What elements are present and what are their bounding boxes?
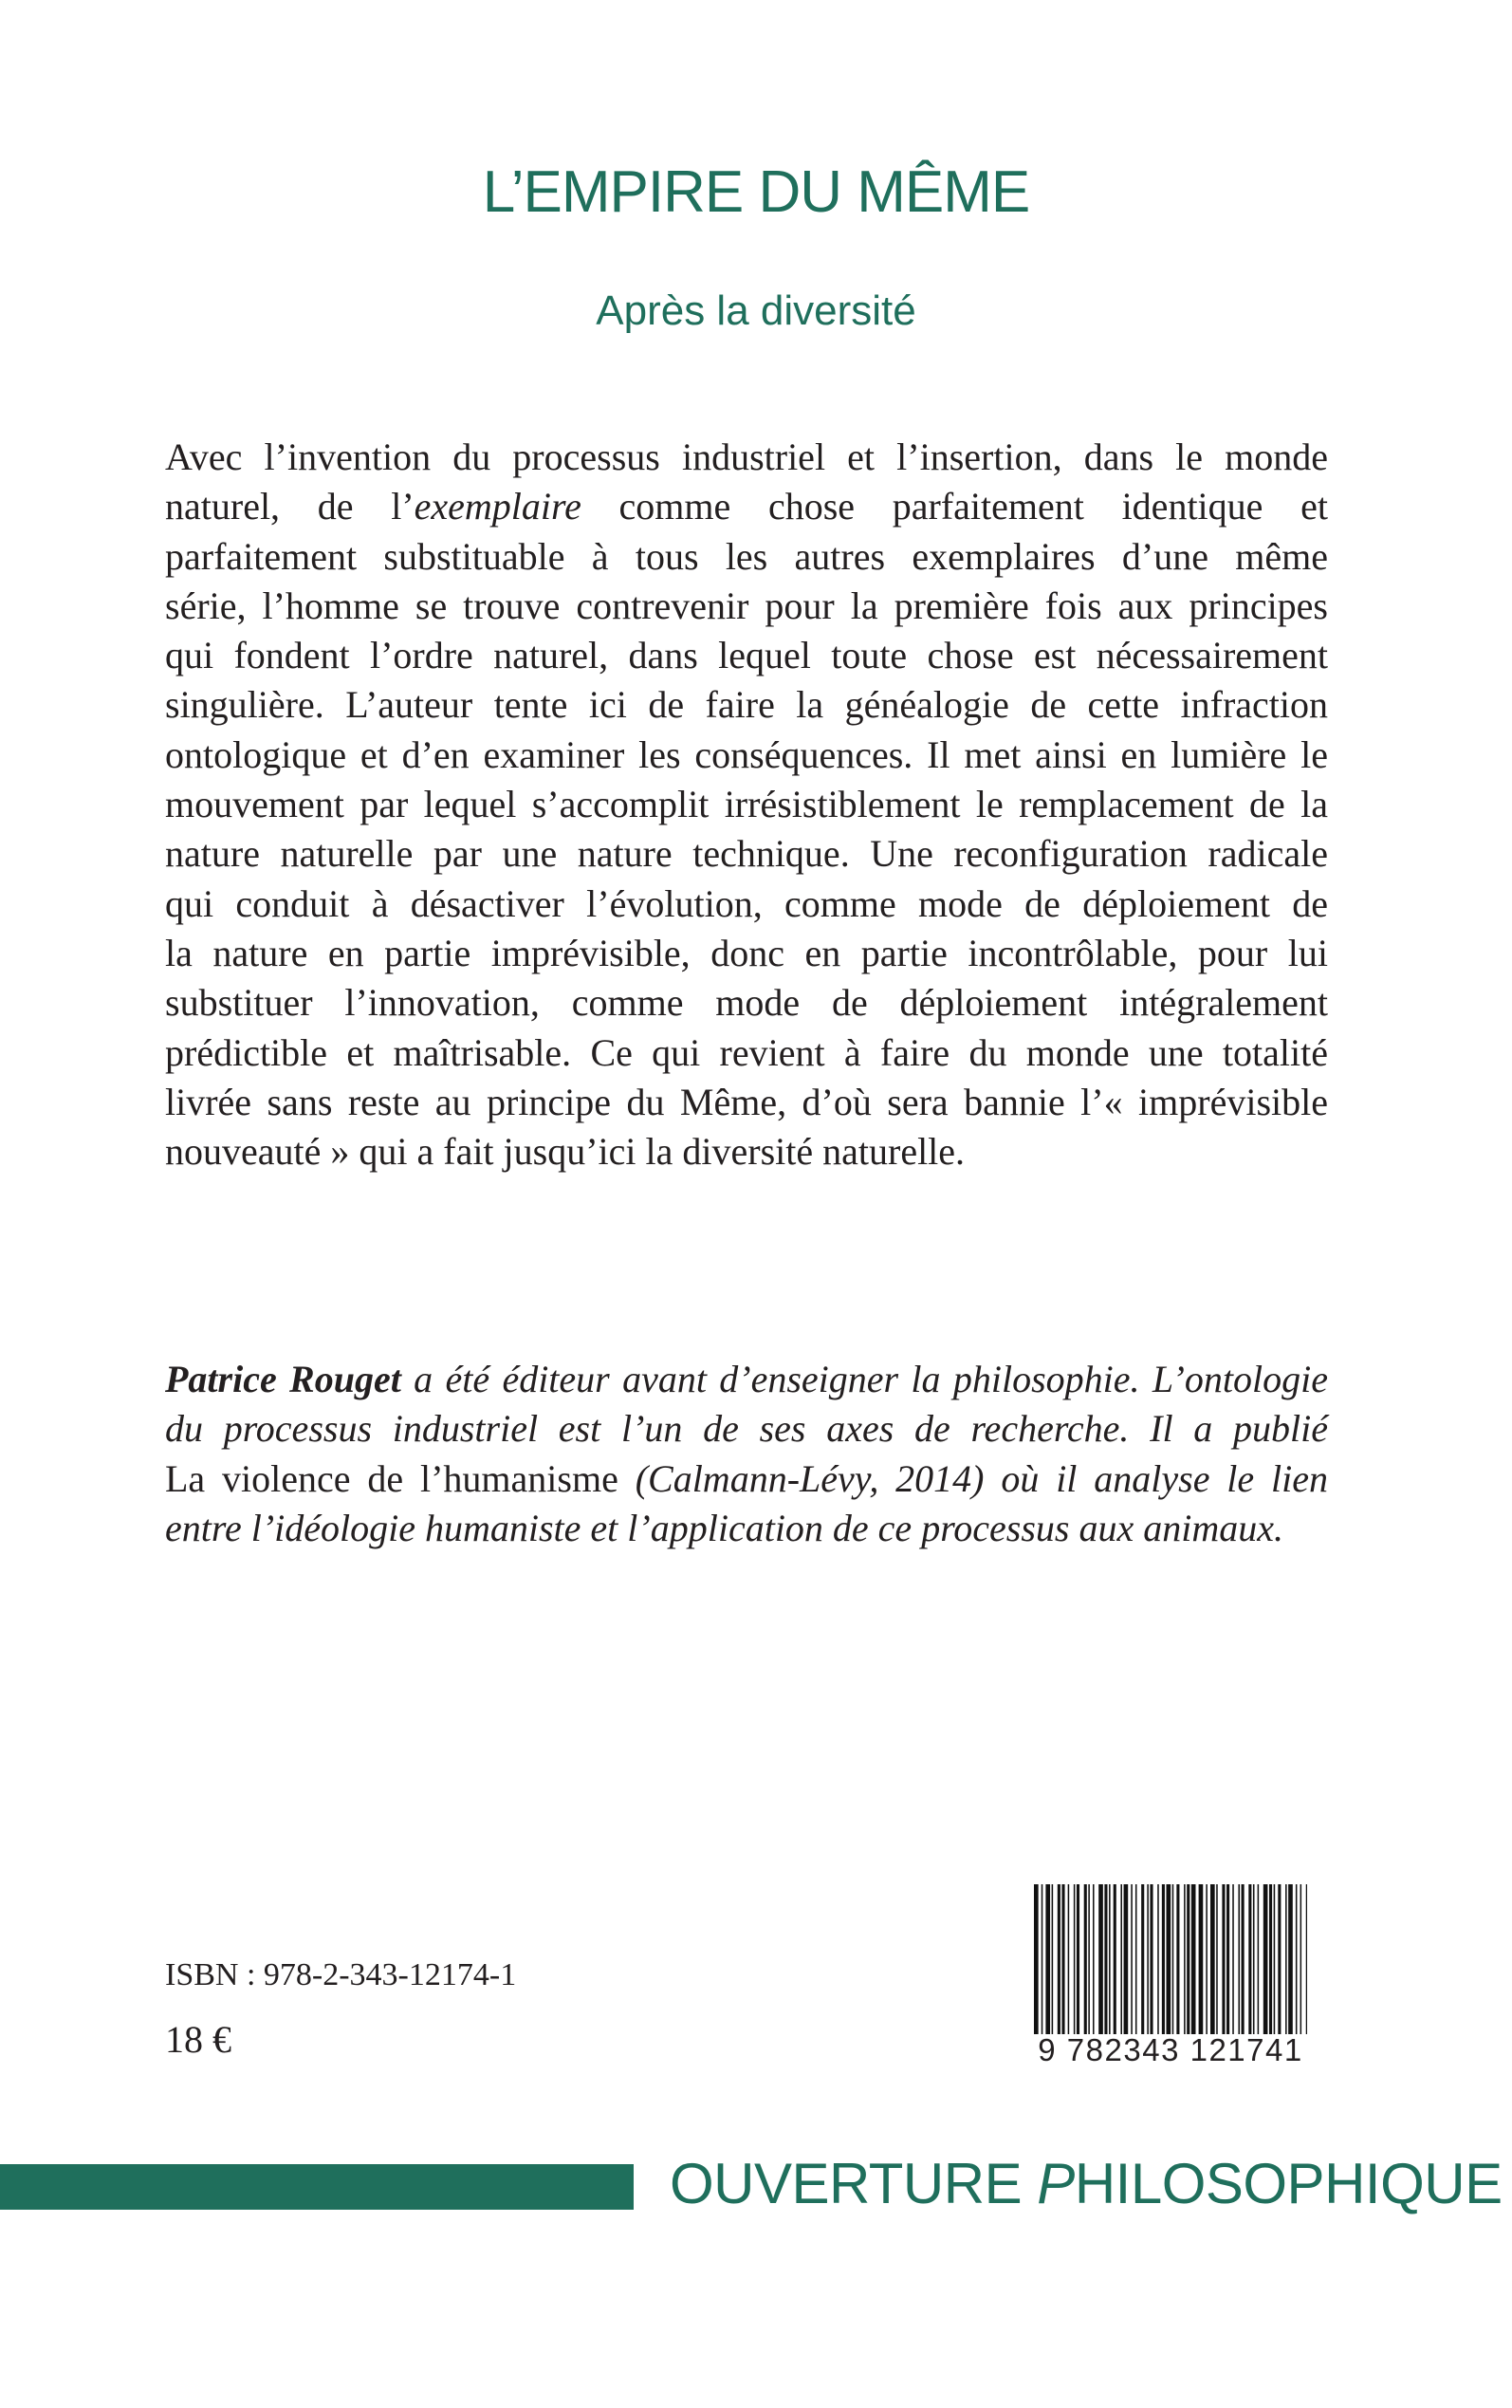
blurb-line: singulière. L’auteur tente ici de faire la généalogie de cette infraction (165, 683, 1328, 727)
barcode-bar (1248, 1884, 1251, 2036)
book-title: L’EMPIRE DU MÊME (482, 159, 1030, 225)
blurb-line-part: naturel, de l’ (165, 485, 415, 528)
barcode-bar (1088, 1884, 1090, 2036)
barcode-bar (1269, 1884, 1272, 2036)
barcode-bar (1058, 1884, 1060, 2036)
barcode-bar (1226, 1884, 1229, 2036)
blurb-line: mouvement par lequel s’accomplit irrésistiblement le remplacement de la (165, 783, 1328, 826)
collection-band (0, 2164, 634, 2210)
barcode-bar (1061, 1884, 1064, 2036)
book-subtitle: Après la diversité (596, 287, 916, 334)
collection-name-part: OUVERTURE (670, 2152, 1038, 2215)
published-book-title: La violence de l’humanisme (165, 1456, 618, 1500)
barcode-bar (1084, 1884, 1087, 2036)
barcode-bar (1074, 1884, 1076, 2036)
barcode-bar (1114, 1884, 1116, 2036)
barcode-bar (1199, 1884, 1204, 2036)
blurb-line: nature naturelle par une nature technique. Une reconfiguration radicale (165, 832, 1328, 876)
barcode (1030, 1884, 1311, 2074)
barcode-bar (1176, 1884, 1179, 2036)
barcode-bar (1306, 1884, 1307, 2036)
bio-line: du processus industriel est l’un de ses axes de recherche. Il a publié (165, 1407, 1328, 1451)
blurb-line: Avec l’invention du processus industriel et l’insertion, dans le monde (165, 435, 1328, 478)
barcode-bar (1077, 1884, 1079, 2036)
blurb-line: substituer l’innovation, comme mode de déploiement intégralement (165, 981, 1328, 1025)
barcode-bar (1296, 1884, 1298, 2036)
barcode-bar (1167, 1884, 1171, 2036)
barcode-bar (1258, 1884, 1260, 2036)
barcode-bar (1093, 1884, 1095, 2036)
barcode-bar (1222, 1884, 1225, 2036)
collection-name-initial: P (1037, 2152, 1075, 2215)
blurb-line: parfaitement substituable à tous les autres exemplaires d’une même (165, 534, 1328, 578)
barcode-bar (1104, 1884, 1107, 2036)
blurb-line: qui conduit à désactiver l’évolution, comme mode de déploiement de (165, 881, 1328, 925)
bio-line: entre l’idéologie humaniste et l’application de ce processus aux animaux. (165, 1506, 1283, 1549)
blurb-line: la nature en partie imprévisible, donc en partie incontrôlable, pour lui (165, 931, 1328, 974)
barcode-bar (1068, 1884, 1070, 2036)
barcode-bar (1274, 1884, 1276, 2036)
barcode-bar (1242, 1884, 1245, 2036)
barcode-bar (1162, 1884, 1165, 2036)
barcode-bar (1172, 1884, 1174, 2036)
blurb-line (165, 482, 1328, 531)
barcode-bar (1109, 1884, 1111, 2036)
blurb-emphasis: exemplaire (414, 485, 581, 528)
blurb-line: livrée sans reste au principe du Même, d’où sera bannie l’« imprévisible (165, 1080, 1328, 1123)
barcode-bar (1150, 1884, 1152, 2036)
bio-line (165, 1355, 1328, 1404)
barcode-digits: 9 782343 121741 (1030, 2034, 1311, 2065)
blurb-line: qui fondent l’ordre naturel, dans lequel toute chose est nécessairement (165, 634, 1328, 677)
blurb-line-part: comme chose parfaitement identique et (581, 485, 1328, 528)
barcode-bar (1141, 1884, 1144, 2036)
barcode-bar (1052, 1884, 1054, 2036)
barcode-bar (1098, 1884, 1103, 2036)
isbn-number: ISBN : 978-2-343-12174-1 (165, 1957, 517, 1992)
bio-line (165, 1454, 1328, 1504)
barcode-bar (1045, 1884, 1050, 2036)
barcode-bar (1288, 1884, 1293, 2036)
barcode-bar (1120, 1884, 1122, 2036)
author-name: Patrice Rouget (165, 1358, 401, 1400)
barcode-bar (1147, 1884, 1149, 2036)
barcode-bar (1187, 1884, 1189, 2036)
barcode-bar (1232, 1884, 1234, 2036)
barcode-bar (1157, 1884, 1159, 2036)
blurb-line: nouveauté » qui a fait jusqu’ici la diversité naturelle. (165, 1130, 966, 1174)
barcode-bar (1300, 1884, 1302, 2036)
bio-line-part: a été éditeur avant d’enseigner la philosophie. L’ontologie (400, 1358, 1328, 1400)
blurb-line: prédictible et maîtrisable. Ce qui revient à faire du monde une totalité (165, 1030, 1328, 1074)
barcode-bar (1285, 1884, 1287, 2036)
barcode-bar (1210, 1884, 1215, 2036)
blurb-line: série, l’homme se trouve contrevenir pour la première fois aux principes (165, 583, 1328, 627)
barcode-bar (1263, 1884, 1268, 2036)
author-bio (165, 1355, 1328, 1553)
blurb-text (165, 433, 1328, 1176)
barcode-bar (1184, 1884, 1186, 2036)
collection-name-part: HILOSOPHIQUE (1074, 2152, 1503, 2215)
barcode-bar (1238, 1884, 1240, 2036)
barcode-bar (1206, 1884, 1208, 2036)
price: 18 € (165, 2018, 231, 2061)
collection-name (670, 2152, 1503, 2215)
bio-line-part: (Calmann-Lévy, 2014) où il analyse le lien (618, 1456, 1329, 1500)
blurb-line: ontologique et d’en examiner les conséquences. Il met ainsi en lumière le (165, 732, 1328, 776)
barcode-bar (1124, 1884, 1129, 2036)
barcode-bar (1216, 1884, 1218, 2036)
barcode-bar (1253, 1884, 1255, 2036)
barcode-bar (1131, 1884, 1133, 2036)
barcode-bar (1034, 1884, 1039, 2036)
barcode-bar (1135, 1884, 1137, 2036)
barcode-bar (1278, 1884, 1281, 2036)
barcode-bar (1191, 1884, 1196, 2036)
barcode-bar (1042, 1884, 1043, 2036)
